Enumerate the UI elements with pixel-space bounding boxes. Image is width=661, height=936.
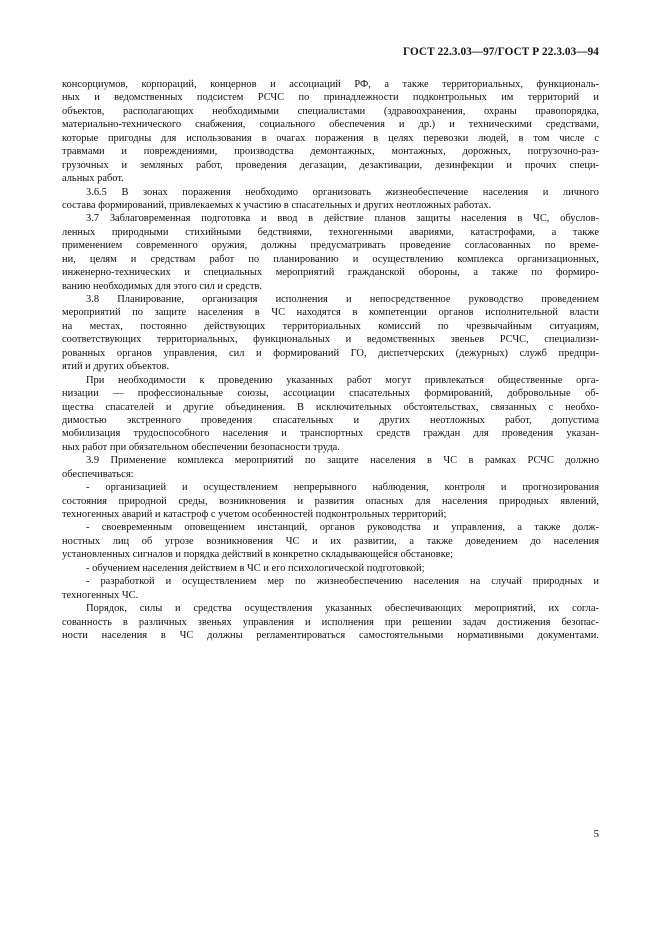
- document-header: ГОСТ 22.3.03—97/ГОСТ Р 22.3.03—94: [403, 46, 599, 58]
- text-line: мобилизация трудоспособного населения и транспортных средств граждан для проведения указан-: [62, 428, 599, 440]
- text-line: Порядок, силы и средства осуществления указанных обеспечивающих мероприятий, их согла-: [86, 603, 599, 615]
- text-line: травмами и повреждениями, производства демонтажных, монтажных, дорожных, погрузочно-раз-: [62, 146, 599, 158]
- text-line: ностных лиц об угрозе возникновения ЧС и их развитии, а также доведением до населения: [62, 535, 599, 547]
- text-line: грузочных и земляных работ, проведения дегазации, дезактивации, дезинфекции и прочих специ-: [62, 159, 599, 171]
- document-body: [62, 78, 599, 642]
- text-line: ных работ при обязательном обеспечении безопасности труда.: [62, 441, 340, 453]
- text-line: 3.7 Заблаговременная подготовка и ввод в действие планов защиты населения в ЧС, обуслов-: [86, 213, 599, 225]
- text-line: которые пригодны для использования в очагах поражения в целях перевозки людей, в том числе с: [62, 132, 599, 144]
- text-line: техногенных аварий и катастроф с учетом особенностей подконтрольных территорий;: [62, 509, 447, 520]
- text-line: инженерно-технических и специальных мероприятий гражданской обороны, а также по формиро-: [62, 267, 599, 279]
- text-line: состояния природной среды, возникновения и развития опасных для населения природных явлений,: [62, 495, 599, 507]
- text-line: мероприятий по защите населения в ЧС находятся в компетенции органов исполнительной власти: [62, 307, 599, 319]
- text-line: состава формирований, привлекаемых к участию в спасательных и других неотложных работах.: [62, 199, 492, 211]
- text-line: ни, целям и средствам работ по планированию и осуществлению комплекса организационных,: [62, 253, 599, 265]
- text-line: 3.8 Планирование, организация исполнения и непосредственное руководство проведением: [86, 294, 599, 305]
- text-line: сованность в различных звеньях управления и исполнения при решении задач достижения безопас-: [62, 616, 599, 628]
- text-line: на местах, постоянно действующих территориальных комиссий по чрезвычайным ситуациям,: [62, 320, 599, 332]
- text-line: применением современного оружия, должны предусматривать проведение согласованных по време-: [62, 240, 599, 252]
- text-line: установленных сигналов и порядка действий в конкретно складывающейся обстановке;: [62, 549, 454, 561]
- text-line: техногенных ЧС.: [62, 589, 139, 601]
- text-line: - своевременным оповещением инстанций, органов руководства и управления, а также долж-: [86, 522, 599, 534]
- text-line: ных и ведомственных подсистем РСЧС по принадлежности подконтрольных им территорий и: [62, 92, 599, 104]
- text-line: объектов, располагающих необходимыми специалистами (здравоохранения, охраны правопорядка,: [62, 105, 599, 117]
- text-line: щества спасателей и другие объединения. В исключительных обстоятельствах, связанных с необхо-: [62, 401, 599, 413]
- text-line: - организацией и осуществлением непрерывного наблюдения, контроля и прогнозирования: [86, 482, 599, 494]
- text-line: 3.6.5 В зонах поражения необходимо организовать жизнеобеспечение населения и личного: [86, 186, 599, 198]
- text-line: При необходимости к проведению указанных работ могут привлекаться общественные орга-: [86, 374, 599, 386]
- text-line: - разработкой и осуществлением мер по жизнеобеспечению населения на случай природных и: [86, 576, 599, 588]
- text-line: ленных природными стихийными бедствиями, техногенными авариями, катастрофами, а также: [62, 226, 599, 238]
- text-line: альных работ.: [62, 173, 124, 185]
- text-line: ности населения в ЧС должны регламентироваться самостоятельными нормативными документами.: [62, 629, 599, 641]
- text-line: ятий и других объектов.: [62, 361, 170, 373]
- text-line: материально-технического снабжения, социального обеспечения и др.) и техническими средствами,: [62, 119, 599, 131]
- text-line: консорциумов, корпораций, концернов и ассоциаций РФ, а также территориальных, функциональ-: [62, 79, 599, 90]
- text-line: рованных органов управления, сил и формирований ГО, диспетчерских (дежурных) служб предпри-: [62, 347, 599, 359]
- page-number: 5: [593, 828, 599, 840]
- text-line: ванию необходимых для этого сил и средств.: [62, 280, 262, 292]
- text-line: соответствующих территориальных, функциональных и ведомственных звеньев РСЧС, специализи-: [62, 334, 599, 346]
- text-line: димостью экстренного проведения спасательных и других неотложных работ, допустима: [62, 414, 599, 426]
- text-line: - обучением населения действием в ЧС и его психологической подготовкой;: [86, 562, 425, 574]
- text-line: 3.9 Применение комплекса мероприятий по защите населения в ЧС в рамках РСЧС должно: [86, 455, 599, 467]
- text-line: низации — профессиональные союзы, ассоциации спасательных формирований, добровольные об-: [62, 388, 599, 400]
- text-line: обеспечиваться:: [62, 468, 134, 480]
